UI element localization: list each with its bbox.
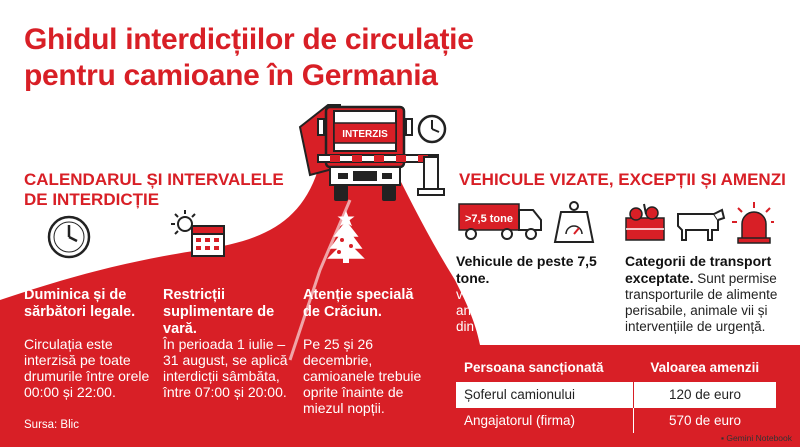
table-row [456, 382, 776, 408]
exempt-categories-icon [624, 200, 774, 244]
exempt-categories-title: Categorii de transport exceptate. [625, 253, 772, 286]
calendar-heading-line-1: CALENDARUL ȘI INTERVALELE [24, 170, 284, 189]
title-line-2: pentru camioane în Germania [24, 59, 438, 92]
vehicles-over-7-5-text: Regula se aplică vehiculelor grele și ansamblurilor formate din camion și remorcă. [456, 271, 594, 334]
column-2-title: Restricții suplimentare de vară. [163, 287, 275, 337]
brand-text: Gemini Notebook [726, 433, 792, 443]
truck-sign-text: INTERZIS [342, 129, 388, 140]
column-1-text: Circulația este interzisă pe toate drumurile între orele 00:00 și 22:00. [24, 336, 150, 400]
heavy-truck-weight-icon [457, 200, 597, 244]
page-title [24, 22, 584, 94]
exempt-categories-block [625, 253, 783, 335]
calendar-heading-line-2: DE INTERDICȚIE [24, 190, 160, 209]
table-row [456, 408, 776, 434]
vehicles-heading: VEHICULE VIZATE, EXCEPȚII ȘI AMENZI [459, 170, 786, 189]
column-3-text: Pe 25 și 26 decembrie, camioanele trebuie oprite înainte de miezul nopții. [303, 336, 422, 416]
vehicles-over-7-5-title: Vehicule de peste 7,5 tone. [456, 253, 597, 286]
column-2-text: În perioada 1 iulie – 31 august, se aplică interdicții sâmbăta, între 07:00 și 20:00. [163, 336, 288, 400]
vehicles-over-7-5-block [456, 253, 608, 335]
clock-icon [44, 212, 94, 262]
fines-header-amount: Valoarea amenzii [634, 354, 776, 382]
summer-calendar-icon [168, 208, 230, 262]
brand-watermark: ▪ Gemini Notebook [720, 433, 792, 443]
exempt-categories-text: Sunt permise transporturile de alimente perisabile, animale vii și intervențiile de urgență. [625, 271, 778, 334]
fines-row-1-amount: 120 de euro [634, 382, 776, 408]
source-note: Sursa: Blic [24, 419, 79, 431]
fines-table [456, 354, 776, 433]
christmas-tree-icon [325, 208, 367, 264]
truck-barrier-illustration [290, 97, 460, 209]
calendar-heading [24, 170, 304, 210]
fines-row-2-amount: 570 de euro [634, 408, 776, 434]
column-1-title: Duminica și de sărbători legale. [24, 287, 136, 320]
truck-weight-tag: >7,5 tone [465, 213, 513, 225]
fines-header-person: Persoana sancționată [456, 354, 634, 382]
fines-row-1-person: Șoferul camionului [456, 382, 634, 408]
fines-row-2-person: Angajatorul (firma) [456, 408, 634, 434]
title-line-1: Ghidul interdicțiilor de circulație [24, 23, 474, 56]
column-3-title: Atenție specială de Crăciun. [303, 287, 414, 320]
